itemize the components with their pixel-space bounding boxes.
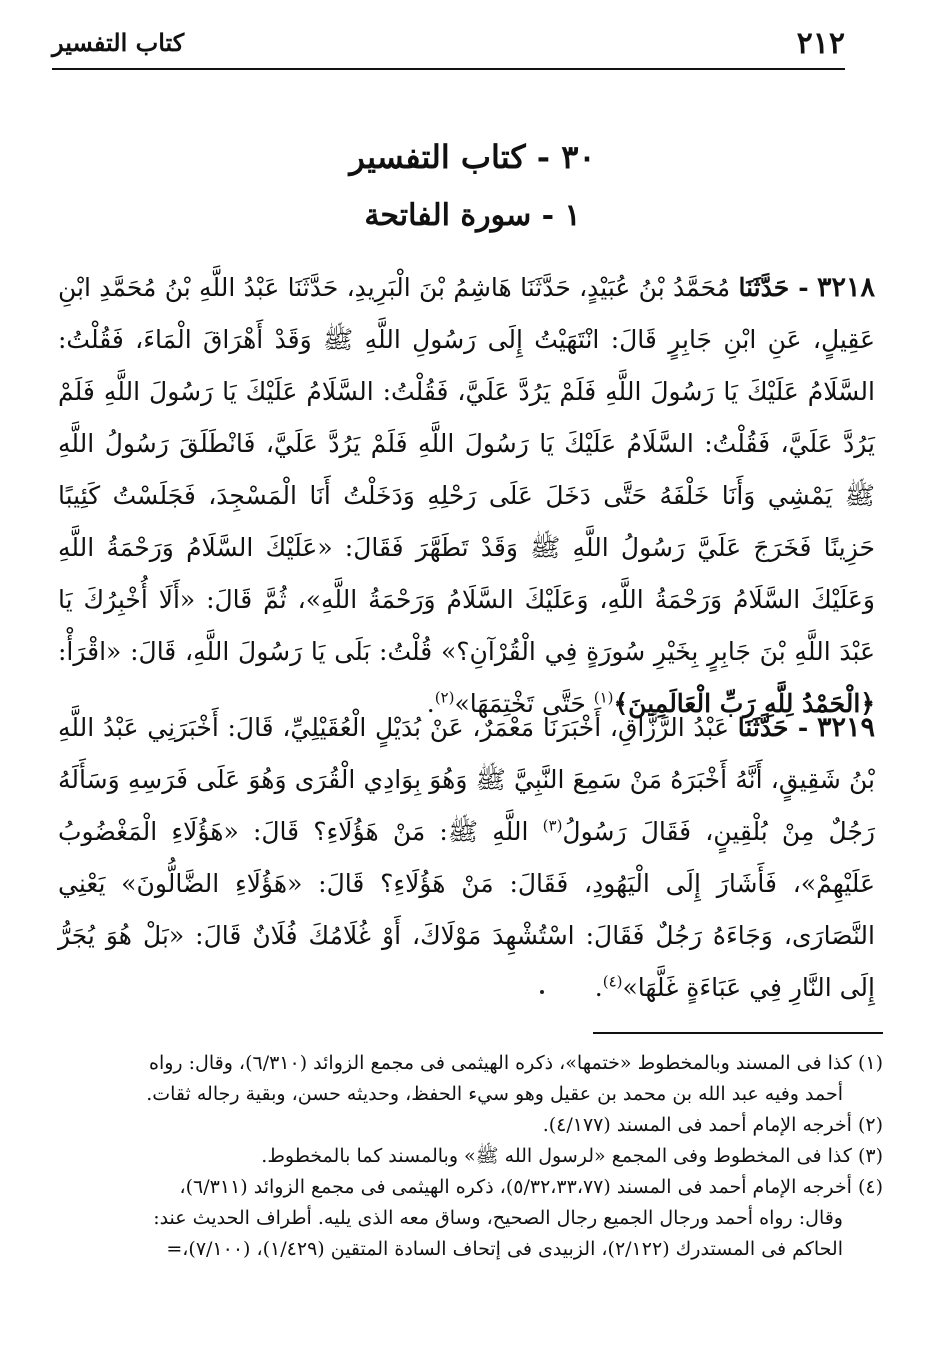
book-title: ٣٠ - كتاب التفسير	[349, 138, 596, 176]
footnote-ref[interactable]: (٣)	[542, 816, 563, 835]
footnote-ref[interactable]: (٤)	[602, 972, 623, 991]
hadith-number: ٣٢١٩	[817, 712, 876, 743]
footnote-text: كذا فى المخطوط وفى المجمع «لرسول الله ﷺ» وبالمسند كما بالمخطوط.	[261, 1145, 852, 1167]
footnote-text: أخرجه الإمام أحمد فى المسند (٥/٣٢،٣٣،٧٧)، ذكره الهيثمى فى مجمع الزوائد (٦/٣١١)،	[179, 1176, 852, 1198]
hadith-number: ٣٢١٨	[817, 272, 876, 303]
footnote-number: (٣)	[857, 1145, 883, 1167]
footnote-text-continued: وقال: رواه أحمد ورجال الجميع رجال الصحيح، وساق معه الذى يليه. أطراف الحديث عند:	[153, 1207, 843, 1229]
hadith-end: .	[426, 689, 435, 718]
footnote-ref[interactable]: (٢)	[434, 688, 455, 707]
footnote-text: كذا فى المسند وبالمخطوط «ختمها»، ذكره الهيثمى فى مجمع الزوائد (٦/٣١٠)، وقال: رواه	[149, 1052, 852, 1074]
hadith-3219	[58, 702, 875, 1014]
hadith-text: مُحَمَّدُ بْنُ عُبَيْدٍ، حَدَّثَنَا هَاشِمُ بْنَ الْبَرِيدِ، حَدَّثَنَا عَبْدُ اللَّهِ بْنُ مُحَمَّدِ ابْنِ عَقِيلٍ، عَنِ ابْنِ جَابِرٍ قَالَ: انْتَهَيْتُ إِلَى رَسُولِ اللَّهِ ﷺ وَقَدْ أَهْرَاقَ الْمَاءَ، فَقُلْتُ: السَّلَامُ عَلَيْكَ يَا رَسُولَ اللَّهِ فَلَمْ يَرُدَّ عَلَيَّ، فَقُلْتُ: السَّلَامُ عَلَيْكَ يَا رَسُولَ اللَّهِ فَلَمْ يَرُدَّ عَلَيَّ، فَقُلْتُ: السَّلَامُ عَلَيْكَ يَا رَسُولَ اللَّهِ فَلَمْ يَرُدَّ عَلَيَّ، فَانْطَلَقَ رَسُولُ اللَّهِ ﷺ يَمْشِي وَأَنَا خَلْفَهُ حَتَّى دَخَلَ عَلَى رَحْلِهِ وَدَخَلْتُ أَنَا الْمَسْجِدَ، فَجَلَسْتُ كَئِيبًا حَزِينًا فَخَرَجَ عَلَيَّ رَسُولُ اللَّهِ ﷺ وَقَدْ تَطَهَّرَ فَقَالَ: «عَلَيْكَ السَّلَامُ وَرَحْمَةُ اللَّهِ وَعَلَيْكَ السَّلَامُ وَرَحْمَةُ اللَّهِ، وَعَلَيْكَ السَّلَامُ وَرَحْمَةُ اللَّهِ»، ثُمَّ قَالَ: «أَلَا أُخْبِرُكَ يَا عَبْدَ اللَّهِ بْنَ جَابِرٍ بِخَيْرِ سُورَةٍ فِي الْقُرْآنِ؟» قُلْتُ: بَلَى يَا رَسُولَ اللَّهِ، قَالَ: «اقْرَأْ:	[58, 273, 875, 666]
footnote-1	[52, 1048, 883, 1110]
footnote-2	[52, 1110, 883, 1141]
hadith-text: حَتَّى تَخْتِمَهَا»	[454, 689, 586, 718]
running-title: كتاب التفسير	[52, 28, 185, 57]
hadith-3218	[58, 262, 875, 730]
footnote-text-continued: أحمد وفيه عبد الله بن محمد بن عقيل وهو سيء الحفظ، وحديثه حسن، وبقية رجاله ثقات.	[146, 1083, 843, 1105]
footnote-number: (٤)	[857, 1176, 883, 1198]
footnote-text-continued: الحاكم فى المستدرك (٢/١٢٢)، الزبيدى فى إتحاف السادة المتقين (١/٤٢٩)، (٧/١٠٠)،=	[166, 1238, 843, 1260]
stray-mark	[540, 990, 544, 994]
footnote-text: أخرجه الإمام أحمد فى المسند (٤/١٧٧).	[542, 1114, 852, 1136]
footnote-number: (١)	[857, 1052, 883, 1074]
footnote-3	[52, 1141, 883, 1172]
header-rule	[52, 68, 845, 70]
footnote-ref[interactable]: (١)	[593, 688, 614, 707]
footnote-4	[52, 1172, 883, 1265]
footnotes	[52, 1048, 883, 1265]
hadith-text: اللَّهِ ﷺ: مَنْ هَؤُلَاءِ؟ قَالَ: «هَؤُلَاءِ الْمَغْضُوبُ عَلَيْهِمْ»، فَأَشَارَ إِلَى الْيَهُودِ، فَقَالَ: مَنْ هَؤُلَاءِ؟ قَالَ: «هَؤُلَاءِ الضَّالُّونَ» يَعْنِي النَّصَارَى، وَجَاءَهُ رَجُلٌ فَقَالَ: اسْتُشْهِدَ مَوْلَاكَ، أَوْ غُلَامُكَ فُلَانٌ قَالَ: «بَلْ هُوَ يُجَرُّ إِلَى النَّارِ فِي عَبَاءَةٍ غَلَّهَا»	[58, 817, 875, 1002]
page-number: ٢١٢	[796, 26, 845, 61]
hadith-text: عَبْدُ الرَّزَّاقِ، أَخْبَرَنَا مَعْمَرٌ، عَنْ بُدَيْلٍ الْعُقَيْلِيِّ، قَالَ: أَخْبَرَنِي عَبْدُ اللَّهِ بْنُ شَقِيقٍ، أَنَّهُ أَخْبَرَهُ مَنْ سَمِعَ النَّبِيَّ ﷺ وَهُوَ بِوَادِي الْقُرَى وَهُوَ عَلَى فَرَسِهِ وَسَأَلَهُ رَجُلٌ مِنْ بُلْقِينٍ، فَقَالَ رَسُولُ	[58, 713, 875, 846]
quran-quote: ﴿الْحَمْدُ لِلَّهِ رَبِّ الْعَالَمِينَ﴾	[613, 689, 875, 718]
surah-title: ١ - سورة الفاتحة	[364, 198, 581, 233]
hadith-lead: - حَدَّثَنَا	[738, 273, 809, 302]
hadith-end: .	[594, 973, 603, 1002]
footnote-rule	[593, 1032, 883, 1034]
hadith-lead: - حَدَّثَنَا	[737, 713, 809, 742]
footnote-number: (٢)	[857, 1114, 883, 1136]
running-header	[52, 22, 845, 68]
